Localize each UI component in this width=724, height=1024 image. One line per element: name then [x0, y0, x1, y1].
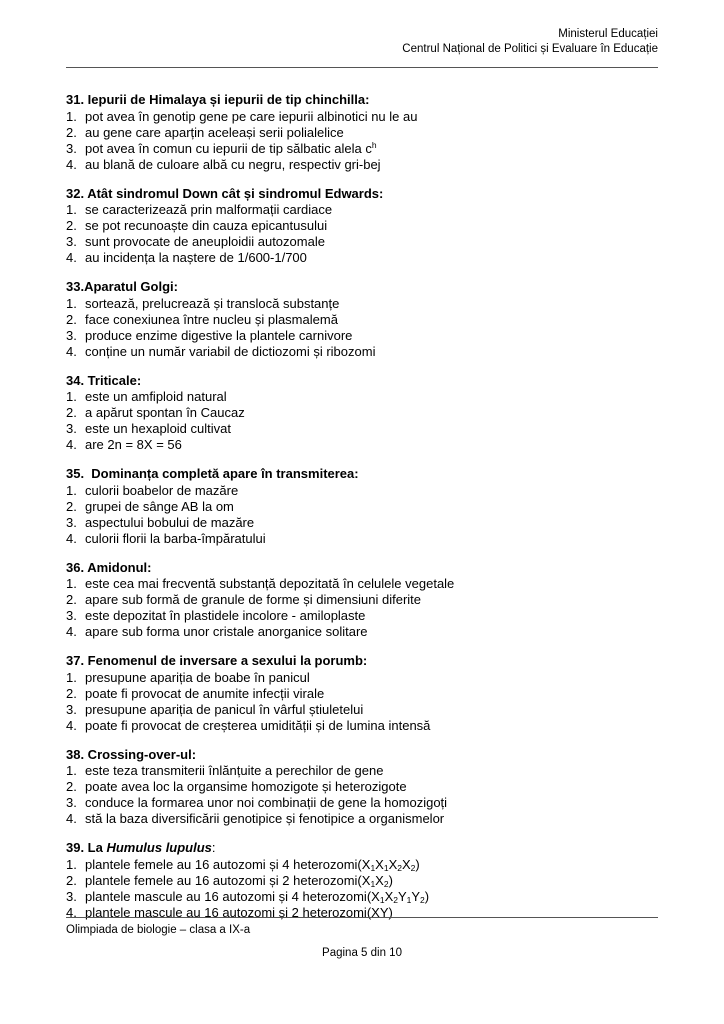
option-3 [66, 328, 658, 344]
option-text: conține un număr variabil de dictiozomi și ribozomi [85, 343, 376, 359]
option-text: plantele mascule au 16 autozomi și 2 heterozomi(XY) [85, 904, 393, 920]
question-title: 38. Crossing-over-ul: [66, 746, 197, 762]
footer-divider [66, 917, 658, 918]
option-number: 3. [66, 140, 77, 156]
option-3 [66, 889, 658, 905]
option-text: au incidența la naștere de 1/600-1/700 [85, 250, 307, 265]
option-1 [66, 670, 658, 686]
option-number: 3. [66, 514, 77, 530]
option-text: sunt provocate de aneuploidii autozomale [85, 234, 325, 249]
footer-olympiad-label: Olimpiada de biologie – clasa a IX-a [66, 924, 251, 936]
question-title: 31. Iepurii de Himalaya și iepurii de tip chinchilla: [66, 92, 370, 107]
option-4 [66, 811, 658, 827]
option-2 [66, 405, 658, 421]
option-4 [66, 250, 658, 266]
option-2 [66, 873, 658, 889]
option-text: este un amfiploid natural [85, 389, 227, 404]
question-31 [66, 92, 658, 173]
option-number: 2. [66, 779, 77, 794]
option-number: 3. [66, 608, 77, 623]
option-3 [66, 515, 658, 531]
question-title: 35. Dominanța completă apare în transmiterea: [66, 466, 359, 481]
option-4 [66, 905, 658, 921]
option-text: a apărut spontan în Caucaz [85, 405, 245, 420]
option-number: 1. [66, 389, 77, 404]
question-33 [66, 279, 658, 360]
option-text: apare sub formă de granule de forme și dimensiuni diferite [85, 592, 422, 607]
option-text: presupune apariția de panicul în vârful știuletelui [85, 701, 364, 717]
question-title: 33.Aparatul Golgi: [66, 279, 178, 294]
question-35 [66, 466, 658, 547]
option-number: 4. [66, 530, 77, 546]
option-3 [66, 608, 658, 624]
option-text: plantele femele au 16 autozomi și 4 $heterozomi(X_1X_1X_2X_2)$ [85, 856, 420, 873]
allele-superscript: h [371, 139, 377, 150]
option-number: 3. [66, 888, 77, 904]
option-text: este cea mai frecventă substanță depozitată în celulele vegetale [85, 576, 455, 591]
option-text: plantele mascule au 16 autozomi și 4 $heterozomi(X_1X_2Y_1Y_2)$ [85, 888, 430, 905]
option-text: se caracterizează prin malformații cardiace [85, 202, 333, 217]
option-number: 4. [66, 624, 77, 639]
page-header [402, 27, 658, 57]
option-number: 2. [66, 124, 77, 140]
option-4 [66, 531, 658, 547]
option-number: 4. [66, 904, 77, 920]
option-1 [66, 389, 658, 405]
option-number: 2. [66, 405, 77, 420]
option-text: plantele femele au 16 autozomi și 2 $heterozomi(X_1X_2)$ [85, 872, 393, 889]
option-1 [66, 763, 658, 779]
option-4 [66, 344, 658, 360]
question-title: 32. Atât sindromul Down cât și sindromul Edwards: [66, 185, 384, 201]
option-1 [66, 857, 658, 873]
option-3 [66, 421, 658, 437]
option-number: 3. [66, 421, 77, 436]
option-number: 3. [66, 234, 77, 249]
option-1 [66, 576, 658, 592]
header-divider [66, 67, 658, 68]
question-32 [66, 186, 658, 267]
option-1 [66, 296, 658, 312]
question-34 [66, 373, 658, 454]
question-title: 37. Fenomenul de inversare a sexului la porumb: [66, 653, 368, 668]
option-number: 3. [66, 795, 77, 810]
option-number: 2. [66, 218, 77, 233]
option-1 [66, 483, 658, 499]
option-3 [66, 234, 658, 250]
option-number: 4. [66, 250, 77, 265]
option-2 [66, 218, 658, 234]
option-4 [66, 624, 658, 640]
option-2 [66, 686, 658, 702]
option-text: poate avea loc la organsime homozigote și heterozigote [85, 779, 407, 794]
option-text: poate fi provocat de anumite infecții virale [85, 685, 325, 701]
option-text: conduce la formarea unor noi combinații de gene la homozigoți [85, 795, 448, 810]
option-text: apare sub forma unor cristale anorganice solitare [85, 624, 368, 639]
option-1 [66, 202, 658, 218]
option-text: poate fi provocat de creșterea umidității și de lumina intensă [85, 717, 431, 733]
question-title: 36. Amidonul: [66, 559, 152, 575]
option-number: 2. [66, 872, 77, 888]
option-text: este un hexaploid cultivat [85, 421, 231, 436]
question-37 [66, 653, 658, 734]
option-number: 1. [66, 669, 77, 685]
question-36 [66, 560, 658, 641]
option-text: este teza transmiterii înlănțuite a perechilor de gene [85, 763, 384, 778]
option-2 [66, 125, 658, 141]
header-ministry: Ministerul Educației [558, 28, 658, 40]
option-text: este depozitat în plastidele incolore - amiloplaste [85, 608, 366, 623]
option-3 [66, 141, 658, 157]
questions-list [66, 92, 658, 934]
option-number: 1. [66, 576, 77, 591]
option-text: sortează, prelucrează și translocă substanțe [85, 295, 340, 311]
question-39 [66, 840, 658, 921]
option-2 [66, 592, 658, 608]
option-text: culorii boabelor de mazăre [85, 482, 239, 498]
option-2 [66, 779, 658, 795]
option-number: 3. [66, 327, 77, 343]
option-text: are 2n = 8X = 56 [85, 437, 182, 452]
option-text: au blană de culoare albă cu negru, respectiv gri-bej [85, 156, 381, 172]
option-number: 1. [66, 856, 77, 872]
option-number: 4. [66, 343, 77, 359]
option-number: 2. [66, 498, 77, 514]
option-number: 3. [66, 701, 77, 717]
option-3 [66, 702, 658, 718]
option-number: 4. [66, 811, 77, 826]
option-number: 1. [66, 108, 77, 124]
option-text: produce enzime digestive la plantele carnivore [85, 327, 353, 343]
option-number: 4. [66, 717, 77, 733]
option-2 [66, 312, 658, 328]
option-4 [66, 437, 658, 453]
option-3 [66, 795, 658, 811]
option-text: aspectului bobului de mazăre [85, 514, 255, 530]
page-number: Pagina 5 din 10 [322, 947, 402, 959]
option-text: stă la baza diversificării genotipice și fenotipice a organismelor [85, 811, 445, 826]
header-center: Centrul Național de Politici și Evaluare în Educație [402, 43, 658, 55]
option-text: presupune apariția de boabe în panicul [85, 669, 310, 685]
option-number: 4. [66, 156, 77, 172]
option-2 [66, 499, 658, 515]
option-number: 2. [66, 592, 77, 607]
option-text: face conexiunea între nucleu și plasmalemă [85, 311, 338, 327]
option-text: se pot recunoaște din cauza epicantusului [85, 218, 328, 233]
option-text: au gene care aparțin aceleași serii polialelice [85, 124, 344, 140]
option-text: culorii florii la barba-împăratului [85, 530, 266, 546]
question-38 [66, 747, 658, 828]
option-number: 1. [66, 763, 77, 778]
option-number: 1. [66, 295, 77, 311]
option-text: pot avea în comun cu iepurii de tip sălbatic alela $c^h$ [85, 139, 377, 156]
option-text: grupei de sânge AB la om [85, 498, 234, 514]
option-number: 1. [66, 482, 77, 498]
option-number: 4. [66, 437, 77, 452]
option-number: 2. [66, 311, 77, 327]
species-name: Humulus lupulus [106, 840, 212, 855]
option-4 [66, 157, 658, 173]
option-4 [66, 718, 658, 734]
option-1 [66, 109, 658, 125]
question-title: 39. La Humulus lupulus: [66, 840, 216, 855]
option-number: 2. [66, 685, 77, 701]
option-number: 1. [66, 202, 77, 217]
question-title: 34. Triticale: [66, 372, 142, 388]
option-text: pot avea în genotip gene pe care iepurii albinotici nu le au [85, 108, 418, 124]
